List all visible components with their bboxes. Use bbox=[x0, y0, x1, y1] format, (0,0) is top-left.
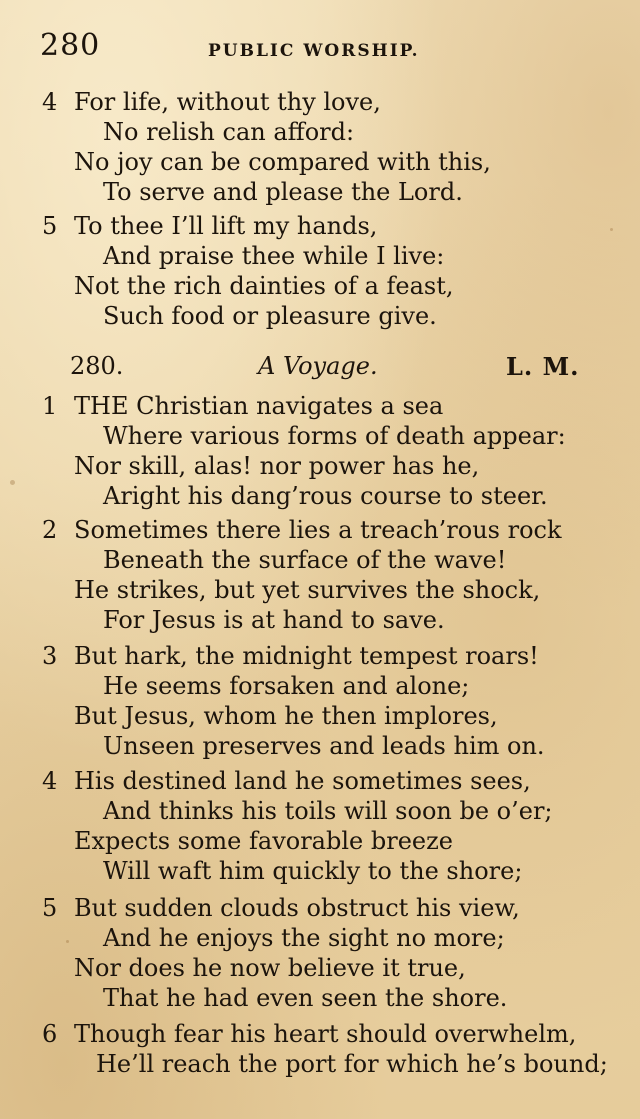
verse-line: To serve and please the Lord. bbox=[103, 178, 463, 206]
verse-number: 5 bbox=[42, 894, 58, 922]
verse-line: Aright his dang’rous course to steer. bbox=[103, 482, 548, 510]
verse-line: That he had even seen the shore. bbox=[103, 984, 508, 1012]
verse-number: 5 bbox=[42, 212, 58, 240]
verse-line: For Jesus is at hand to save. bbox=[103, 606, 445, 634]
hymn-meter: L. M. bbox=[506, 352, 580, 381]
verse-line: Will waft him quickly to the shore; bbox=[103, 857, 523, 885]
verse-line: Where various forms of death appear: bbox=[103, 422, 566, 450]
verse-line-text: To thee I’ll lift my hands, bbox=[74, 212, 378, 240]
foxing-spot bbox=[610, 228, 613, 231]
verse-line bbox=[42, 767, 531, 795]
verse-line-text: THE Christian navigates a sea bbox=[74, 392, 444, 420]
verse-line-text: But hark, the midnight tempest roars! bbox=[74, 642, 539, 670]
hymn-number: 280. bbox=[70, 352, 124, 380]
verse-line-text: Though fear his heart should overwhelm, bbox=[74, 1020, 577, 1048]
verse-line: Nor skill, alas! nor power has he, bbox=[74, 452, 480, 480]
verse-line bbox=[42, 212, 378, 240]
verse-line-text: His destined land he sometimes sees, bbox=[74, 767, 531, 795]
verse-line: He strikes, but yet survives the shock, bbox=[74, 576, 541, 604]
verse-line: He seems forsaken and alone; bbox=[103, 672, 470, 700]
verse-line: No joy can be compared with this, bbox=[74, 148, 491, 176]
verse-line bbox=[42, 516, 562, 544]
foxing-spot bbox=[10, 480, 15, 485]
hymn-title: A Voyage. bbox=[258, 352, 378, 380]
verse-number: 3 bbox=[42, 642, 58, 670]
verse-line bbox=[42, 1020, 577, 1048]
verse-number: 4 bbox=[42, 88, 58, 116]
verse-line: He’ll reach the port for which he’s bound; bbox=[96, 1050, 608, 1078]
verse-line: Beneath the surface of the wave! bbox=[103, 546, 507, 574]
verse-line-text: But sudden clouds obstruct his view, bbox=[74, 894, 520, 922]
foxing-spot bbox=[66, 940, 69, 943]
verse-line: And praise thee while I live: bbox=[103, 242, 445, 270]
verse-number: 4 bbox=[42, 767, 58, 795]
verse-line bbox=[42, 392, 444, 420]
hymn-heading bbox=[70, 352, 590, 382]
verse-line: And he enjoys the sight no more; bbox=[103, 924, 505, 952]
verse-line bbox=[42, 642, 539, 670]
verse-line-text: For life, without thy love, bbox=[74, 88, 381, 116]
verse-line: Nor does he now believe it true, bbox=[74, 954, 466, 982]
page-number: 280 bbox=[40, 28, 101, 63]
verse-line-text: Sometimes there lies a treach’rous rock bbox=[74, 516, 562, 544]
verse-line: No relish can afford: bbox=[103, 118, 355, 146]
page-header bbox=[40, 28, 620, 68]
verse-line bbox=[42, 88, 381, 116]
verse-line: Unseen preserves and leads him on. bbox=[103, 732, 545, 760]
verse-line: And thinks his toils will soon be o’er; bbox=[103, 797, 553, 825]
verse-number: 6 bbox=[42, 1020, 58, 1048]
verse-line: Not the rich dainties of a feast, bbox=[74, 272, 454, 300]
verse-line: But Jesus, whom he then implores, bbox=[74, 702, 498, 730]
verse-number: 2 bbox=[42, 516, 58, 544]
verse-line: Such food or pleasure give. bbox=[103, 302, 437, 330]
verse-line bbox=[42, 894, 520, 922]
verse-number: 1 bbox=[42, 392, 58, 420]
verse-line: Expects some favorable breeze bbox=[74, 827, 453, 855]
running-head: PUBLIC WORSHIP. bbox=[208, 41, 420, 61]
